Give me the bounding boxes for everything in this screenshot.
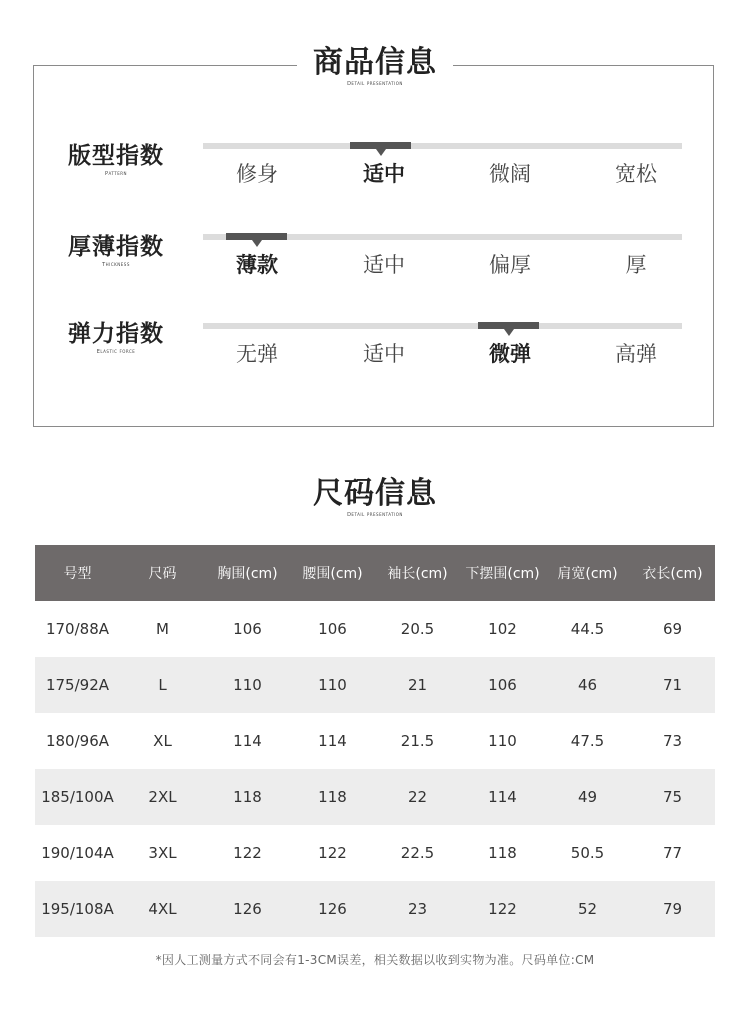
table-cell: 75 (630, 769, 715, 825)
index-label (60, 142, 172, 178)
index-option: 适中 (363, 342, 405, 366)
index-marker (350, 142, 411, 149)
table-cell: 106 (318, 620, 347, 638)
table-cell: 114 (460, 769, 545, 825)
index-row-pattern (0, 140, 750, 210)
index-track (203, 143, 682, 149)
index-option: 厚 (625, 253, 647, 277)
index-label-cn: 弹力指数 (68, 321, 164, 347)
index-row-thickness (0, 231, 750, 301)
table-cell: 122 (233, 844, 262, 862)
index-option: 修身 (236, 162, 278, 186)
table-cell: 44.5 (570, 620, 605, 638)
table-cell: 106 (460, 657, 545, 713)
table-cell: 106 (233, 620, 262, 638)
index-label-en: Pattern (104, 171, 128, 177)
table-cell: 185/100A (35, 769, 120, 825)
table-header-cell: 衣长(cm) (630, 545, 715, 601)
table-cell: 110 (488, 732, 517, 750)
index-label-en: Thickness (102, 262, 130, 268)
index-label (60, 320, 172, 356)
table-row (35, 769, 715, 825)
table-cell: 170/88A (45, 620, 110, 638)
table-row (35, 825, 715, 881)
table-row (35, 881, 715, 937)
table-cell: 122 (318, 844, 347, 862)
index-option: 宽松 (615, 162, 657, 186)
index-option: 高弹 (615, 342, 657, 366)
table-cell: 20.5 (400, 620, 435, 638)
table-cell: 71 (630, 657, 715, 713)
index-marker (478, 322, 539, 329)
table-cell: 175/92A (35, 657, 120, 713)
table-cell: L (120, 657, 205, 713)
table-cell: 118 (205, 769, 290, 825)
index-option: 偏厚 (489, 253, 531, 277)
table-row (35, 713, 715, 769)
index-option: 微阔 (489, 162, 531, 186)
index-label-cn: 厚薄指数 (68, 234, 164, 260)
table-header-cell: 肩宽(cm) (545, 545, 630, 601)
table-header-cell: 腰围(cm) (290, 545, 375, 601)
size-info-subtitle: Detail presentation (347, 512, 403, 518)
table-cell: 110 (205, 657, 290, 713)
table-cell: 180/96A (45, 732, 110, 750)
size-info-header (0, 477, 750, 520)
size-table (35, 545, 715, 937)
table-cell: 79 (630, 881, 715, 937)
table-row (35, 657, 715, 713)
table-header-row (35, 545, 715, 601)
table-header-cell: 尺码 (120, 545, 205, 601)
index-row-elastic (0, 320, 750, 390)
table-cell: 46 (545, 657, 630, 713)
table-cell: M (156, 620, 169, 638)
table-cell: 190/104A (41, 844, 114, 862)
index-option-selected: 微弹 (489, 342, 531, 366)
product-info-title: 商品信息 (313, 45, 437, 80)
table-cell: 22 (375, 769, 460, 825)
index-label-en: Elastic force (96, 349, 136, 355)
table-cell: 122 (460, 881, 545, 937)
table-cell: 47.5 (570, 732, 605, 750)
index-option: 适中 (363, 253, 405, 277)
table-cell: 3XL (148, 844, 177, 862)
table-cell: 73 (662, 732, 683, 750)
table-cell: 23 (375, 881, 460, 937)
table-cell: 77 (662, 844, 683, 862)
table-cell: 21 (375, 657, 460, 713)
table-cell: 22.5 (400, 844, 435, 862)
table-cell: 110 (290, 657, 375, 713)
index-label-cn: 版型指数 (68, 143, 164, 169)
table-header-cell: 胸围(cm) (205, 545, 290, 601)
index-option-selected: 适中 (363, 162, 405, 186)
index-track (203, 323, 682, 329)
table-cell: 4XL (120, 881, 205, 937)
table-cell: 69 (662, 620, 683, 638)
table-cell: XL (153, 732, 172, 750)
product-info-subtitle: Detail presentation (347, 81, 403, 87)
index-option-selected: 薄款 (236, 253, 278, 277)
table-cell: 195/108A (35, 881, 120, 937)
table-cell: 118 (488, 844, 517, 862)
table-cell: 114 (233, 732, 262, 750)
table-cell: 52 (545, 881, 630, 937)
table-cell: 2XL (120, 769, 205, 825)
size-footnote: *因人工测量方式不同会有1-3CM误差，相关数据以收到实物为准。尺码单位:CM (155, 953, 595, 967)
table-cell: 50.5 (570, 844, 605, 862)
table-row (35, 601, 715, 657)
table-cell: 118 (290, 769, 375, 825)
table-cell: 114 (318, 732, 347, 750)
product-info-header (0, 46, 750, 89)
table-cell: 126 (205, 881, 290, 937)
index-option: 无弹 (236, 342, 278, 366)
size-info-title: 尺码信息 (313, 476, 437, 511)
table-cell: 102 (488, 620, 517, 638)
table-header-cell: 号型 (35, 545, 120, 601)
index-marker (226, 233, 287, 240)
index-track (203, 234, 682, 240)
table-cell: 21.5 (400, 732, 435, 750)
table-header-cell: 袖长(cm) (375, 545, 460, 601)
table-cell: 126 (290, 881, 375, 937)
table-header-cell: 下摆围(cm) (460, 545, 545, 601)
index-label (60, 233, 172, 269)
table-cell: 49 (545, 769, 630, 825)
